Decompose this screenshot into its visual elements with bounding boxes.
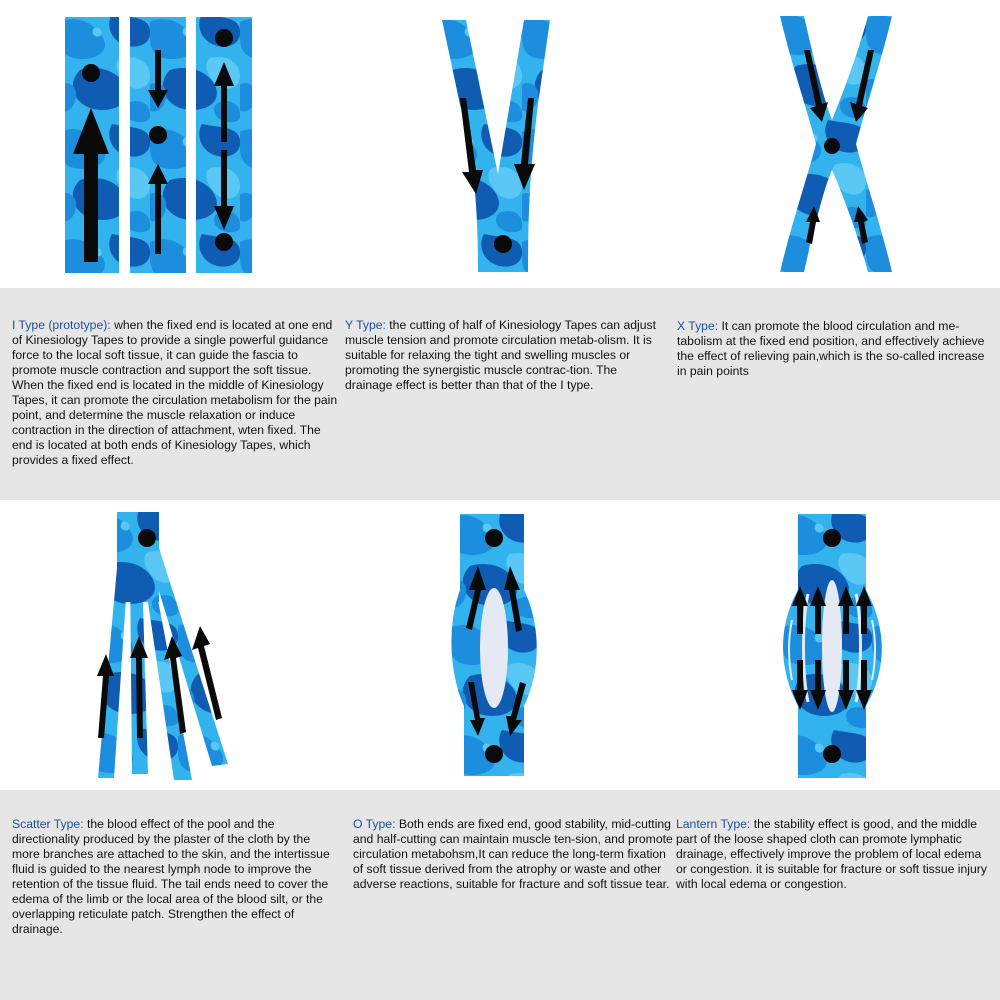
scatter-type-text: the blood effect of the pool and the directionality produced by the plaster of the cloth by the more branches are attached to the skin, and the intertissue fluid is guided to the nearest lymph node to improve the retention of the tissue fluid. The tail ends need to cover the edema of the limb or the local area of the blood silt, or the overlapping reticulate patch. Strengthen the effect of drainage. [12,817,330,936]
center-cut [480,588,508,708]
fixed-point [149,126,167,144]
fixed-point [82,64,100,82]
i-type-tape-icon [60,14,270,276]
fixed-point [824,138,840,154]
fixed-point [215,233,233,251]
fixed-point [494,235,512,253]
o-type-text: Both ends are fixed end, good stability, mid-cutting and half-cutting can maintain muscle ten-sion, and promote circulation metabohsm,It can reduce the long-term fixation of soft tissue derived from the atrophy or waste and other adverse reactions, suitable for fracture and soft tissue tear. [353,817,673,891]
lantern-type-title: Lantern Type: [676,817,751,831]
x-type-description [677,319,987,379]
scatter-type-description [12,817,330,937]
fixed-point [823,529,841,547]
o-type-title: O Type: [353,817,396,831]
fixed-point [823,745,841,763]
i-type-description [12,318,338,468]
fixed-point [215,29,233,47]
lantern-type-description [676,817,994,892]
y-type-text: the cutting of half of Kinesiology Tapes can adjust muscle tension and promote circulation metab-olism. It is suitable for relaxing the tight and swelling muscles or promoting the synergistic muscle contrac-tion. The drainage effect is better than that of the I type. [345,318,656,392]
fixed-point [485,529,503,547]
o-type-description [353,817,673,892]
y-type-title: Y Type: [345,318,386,332]
x-type-title: X Type: [677,319,719,333]
lantern-type-tape-icon [782,510,892,782]
i-type-text: when the fixed end is located at one end of Kinesiology Tapes to provide a single powerful guidance force to the local soft tissue, it can guide the fascia to promote muscle contraction and support the soft tissue. When the fixed end is located in the middle of Kinesiology Tapes, it can promote the circulation metabolism for the pain point, and determine the muscle relaxation or induce contraction in the direction of attachment, wten fixed. The end is located at both ends of Kinesiology Tapes, which provides a fixed effect. [12,318,338,467]
y-type-description [345,318,657,393]
y-type-tape-icon [432,14,562,276]
scatter-type-tape-icon [88,508,238,784]
lantern-type-text: the stability effect is good, and the middle part of the loose shaped cloth can promote lymphatic drainage, effectively improve the problem of local edema or congestion. it is suitable for fracture or soft tissue injury with local edema or congestion. [676,817,987,891]
i-type-title: I Type (prototype): [12,318,111,332]
fixed-point [485,745,503,763]
x-type-tape-icon [776,10,896,278]
fixed-point [138,529,156,547]
x-type-text: It can promote the blood circulation and me-tabolism at the fixed end position, and effectively achieve the effect of relieving pain,which is the so-called increase in pain points [677,319,985,378]
o-type-tape-icon [450,510,550,780]
scatter-type-title: Scatter Type: [12,817,84,831]
